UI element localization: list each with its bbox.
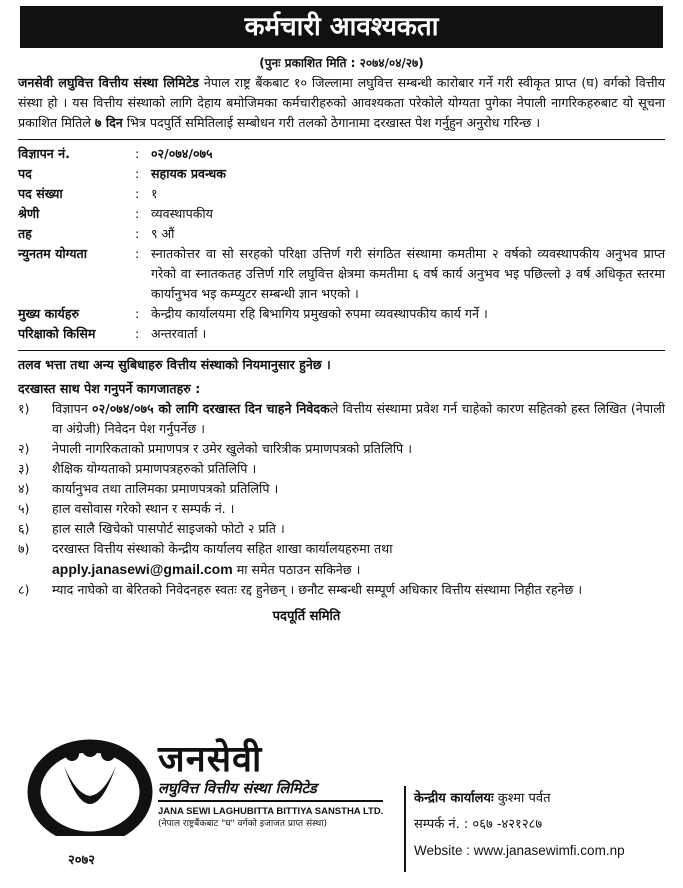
republished-date: (पुनः प्रकाशित मिति : २०७४/०४/२७) [259, 56, 424, 70]
phone-label: सम्पर्क नं. : [414, 817, 469, 832]
detail-row: पद संख्या : १ [18, 184, 665, 204]
office-label: केन्द्रीय कार्यालयः [414, 791, 494, 806]
list-item [18, 479, 665, 499]
item-text: दरखास्त वित्तीय संस्थाको केन्द्रीय कार्यालय सहित शाखा कार्यालयहरुमा तथा [52, 541, 393, 556]
item-number: ८) [18, 582, 30, 597]
detail-label: विज्ञापन नं. [18, 146, 70, 161]
intro-text-2: भित्र पदपुर्ति समितिलाई सम्बोधन गरी तलको ठेगानामा दरखास्त पेश गर्नुहुन अनुरोध गरिन्छ । [122, 115, 541, 130]
item-number: ४) [18, 481, 30, 496]
salary-note: तलव भत्ता तथा अन्य सुबिधाहरु वित्तीय संस्थाको नियमानुसार हुनेछ । [18, 357, 331, 372]
detail-value: स्नातकोत्तर वा सो सरहको परिक्षा उत्तिर्ण गरी संगठित संस्थामा कमतीमा २ वर्षको व्यवस्थापकीय अनुभव प्राप्त गरेको वा स्नातकतह उत्तिर्ण गरि लघुवित्त क्षेत्रमा कमतीमा ६ वर्ष कार्य अनुभव भइ पछिल्लो ३ वर्ष अधिकृत स्तरमा कार्यानुभव भइ कम्प्युटर सम्बन्धी ज्ञान भएको । [151, 246, 665, 301]
item-text: विज्ञापन [52, 401, 93, 416]
item-number: १) [18, 401, 30, 416]
detail-value: अन्तरवार्ता । [151, 326, 207, 341]
detail-row: न्युनतम योग्यता : स्नातकोत्तर वा सो सरहको परिक्षा उत्तिर्ण गरी संगठित संस्थामा कमतीमा २ वर्षको व्यवस्थापकीय अनुभव प्राप्त गरेको वा स्नातकतह उत्तिर्ण गरि लघुवित्त क्षेत्रमा कमतीमा ६ वर्ष कार्य अनुभव भइ पछिल्लो ३ वर्ष अधिकृत स्तरमा कार्यानुभव भइ कम्प्युटर सम्बन्धी ज्ञान भएको । [18, 244, 665, 304]
brand-subtitle: लघुवित्त वित्तीय संस्था लिमिटेड [158, 780, 383, 802]
detail-label: तह [18, 226, 32, 241]
detail-label: न्युनतम योग्यता [18, 246, 87, 261]
contact-block [404, 786, 664, 872]
detail-row: तह : ९ औं [18, 224, 665, 244]
website-line [414, 838, 664, 865]
detail-row: श्रेणी : व्यवस्थापकीय [18, 204, 665, 224]
detail-row: परिक्षाको किसिम : अन्तरवार्ता । [18, 324, 665, 344]
phone-value: ०६७ -४२१२८७ [468, 817, 543, 832]
org-name: जनसेवी लघुवित्त वित्तीय संस्था लिमिटेड [18, 75, 199, 90]
item-text: म्याद नाघेको वा बेरितको निवेदनहरु स्वतः रद्द हुनेछन् । छनौट सम्बन्धी सम्पूर्ण अधिकार वित्तीय संस्थामा निहीत रहनेछ । [52, 582, 583, 597]
list-item [18, 539, 665, 580]
detail-row: मुख्य कार्यहरु : केन्द्रीय कार्यालयमा रहि बिभागिय प्रमुखको रुपमा व्यवस्थापकीय कार्य गर्ने । [18, 304, 665, 324]
brand-english-name: JANA SEWI LAGHUBITTA BITTIYA SANSTHA LTD. [158, 806, 384, 817]
item-text: हाल सालै खिचेको पासपोर्ट साइजको फोटो २ प्रति । [52, 521, 285, 536]
website-label: Website : [414, 843, 474, 858]
website-link[interactable]: www.janasewimfi.com.np [473, 843, 625, 858]
detail-value: ९ औं [151, 226, 175, 241]
item-text: हाल वसोवास गरेको स्थान र सम्पर्क नं. । [52, 501, 235, 516]
detail-value: व्यवस्थापकीय [151, 206, 213, 221]
detail-value: केन्द्रीय कार्यालयमा रहि बिभागिय प्रमुखको रुपमा व्यवस्थापकीय कार्य गर्ने । [151, 306, 488, 321]
brand-license-note: (नेपाल राष्ट्रबैंकबाट "घ" वर्गको इजाजत प्राप्त संस्था) [158, 819, 328, 829]
item-number: ६) [18, 521, 30, 536]
detail-value: ०२/०७४/०७५ [151, 146, 213, 161]
item-text: शैक्षिक योग्यताको प्रमाणपत्रहरुको प्रतिलिपि । [52, 461, 257, 476]
logo-year: २०७२ [68, 853, 96, 868]
page-title: कर्मचारी आवश्यकता [20, 6, 663, 48]
detail-label: श्रेणी [18, 206, 40, 221]
deadline: ७ दिन [94, 115, 123, 130]
item-text: कार्यानुभव तथा तालिमका प्रमाणपत्रको प्रतिलिपि । [52, 481, 279, 496]
item-text-after: मा समेत पठाउन सकिनेछ । [232, 562, 361, 577]
list-item [18, 459, 665, 479]
item-text-after: ले वित्तीय संस्थामा प्रवेश गर्न चाहेको कारण सहितको हस्त लिखित (नेपाली वा अंग्रेजी) निवेदन पेश गर्नुपर्नेछ । [52, 401, 665, 436]
item-number: ७) [18, 541, 30, 556]
item-strong: ०२/०७४/०७५ को लागि दरखास्त दिन चाहने निवेदक [92, 401, 330, 416]
list-item [18, 499, 665, 519]
footer [18, 728, 665, 880]
logo-icon [24, 732, 164, 864]
divider [18, 139, 665, 140]
list-item [18, 580, 665, 600]
job-details [18, 144, 665, 344]
phone-line [414, 812, 664, 838]
office-line [414, 786, 664, 812]
email-link[interactable]: apply.janasewi@gmail.com [52, 561, 233, 577]
detail-row: विज्ञापन नं. : ०२/०७४/०७५ [18, 144, 665, 164]
intro-text-1: नेपाल राष्ट्र बैंकबाट १० जिल्लामा लघुवित्त सम्बन्धी कारोबार गर्ने गरी स्वीकृत प्राप्त (घ) वर्गको वित्तीय संस्था हो । यस वित्तीय संस्थाको लागि देहाय बमोजिमका कर्मचारीहरुको आवश्यकता परेकोले योग्यता पुगेका नेपाली नागरिकहरुबाट यो सूचना प्रकाशित मितिले [18, 75, 665, 130]
list-item [18, 399, 665, 439]
detail-label: पद [18, 166, 32, 181]
detail-value: १ [151, 186, 158, 201]
office-value: कुश्मा पर्वत [493, 791, 551, 806]
intro-paragraph [18, 73, 665, 133]
brand-block [158, 740, 383, 830]
committee-signature: पदपूर्ति समिति [272, 609, 341, 624]
documents-list [18, 399, 665, 600]
item-number: ५) [18, 501, 30, 516]
detail-row: पद : सहायक प्रवन्धक [18, 164, 665, 184]
detail-value: सहायक प्रवन्धक [151, 166, 226, 181]
item-number: ३) [18, 461, 30, 476]
documents-heading: दरखास्त साथ पेश गनुपर्ने कागजातहरु : [18, 381, 201, 396]
detail-label: पद संख्या [18, 186, 63, 201]
brand-name: जनसेवी [158, 739, 263, 780]
list-item [18, 439, 665, 459]
item-text: नेपाली नागरिकताको प्रमाणपत्र र उमेर खुलेको चारित्रीक प्रमाणपत्रको प्रतिलिपि । [52, 441, 412, 456]
detail-label: मुख्य कार्यहरु [18, 306, 80, 321]
list-item [18, 519, 665, 539]
divider [18, 350, 665, 351]
detail-label: परिक्षाको किसिम [18, 326, 96, 341]
item-number: २) [18, 441, 30, 456]
